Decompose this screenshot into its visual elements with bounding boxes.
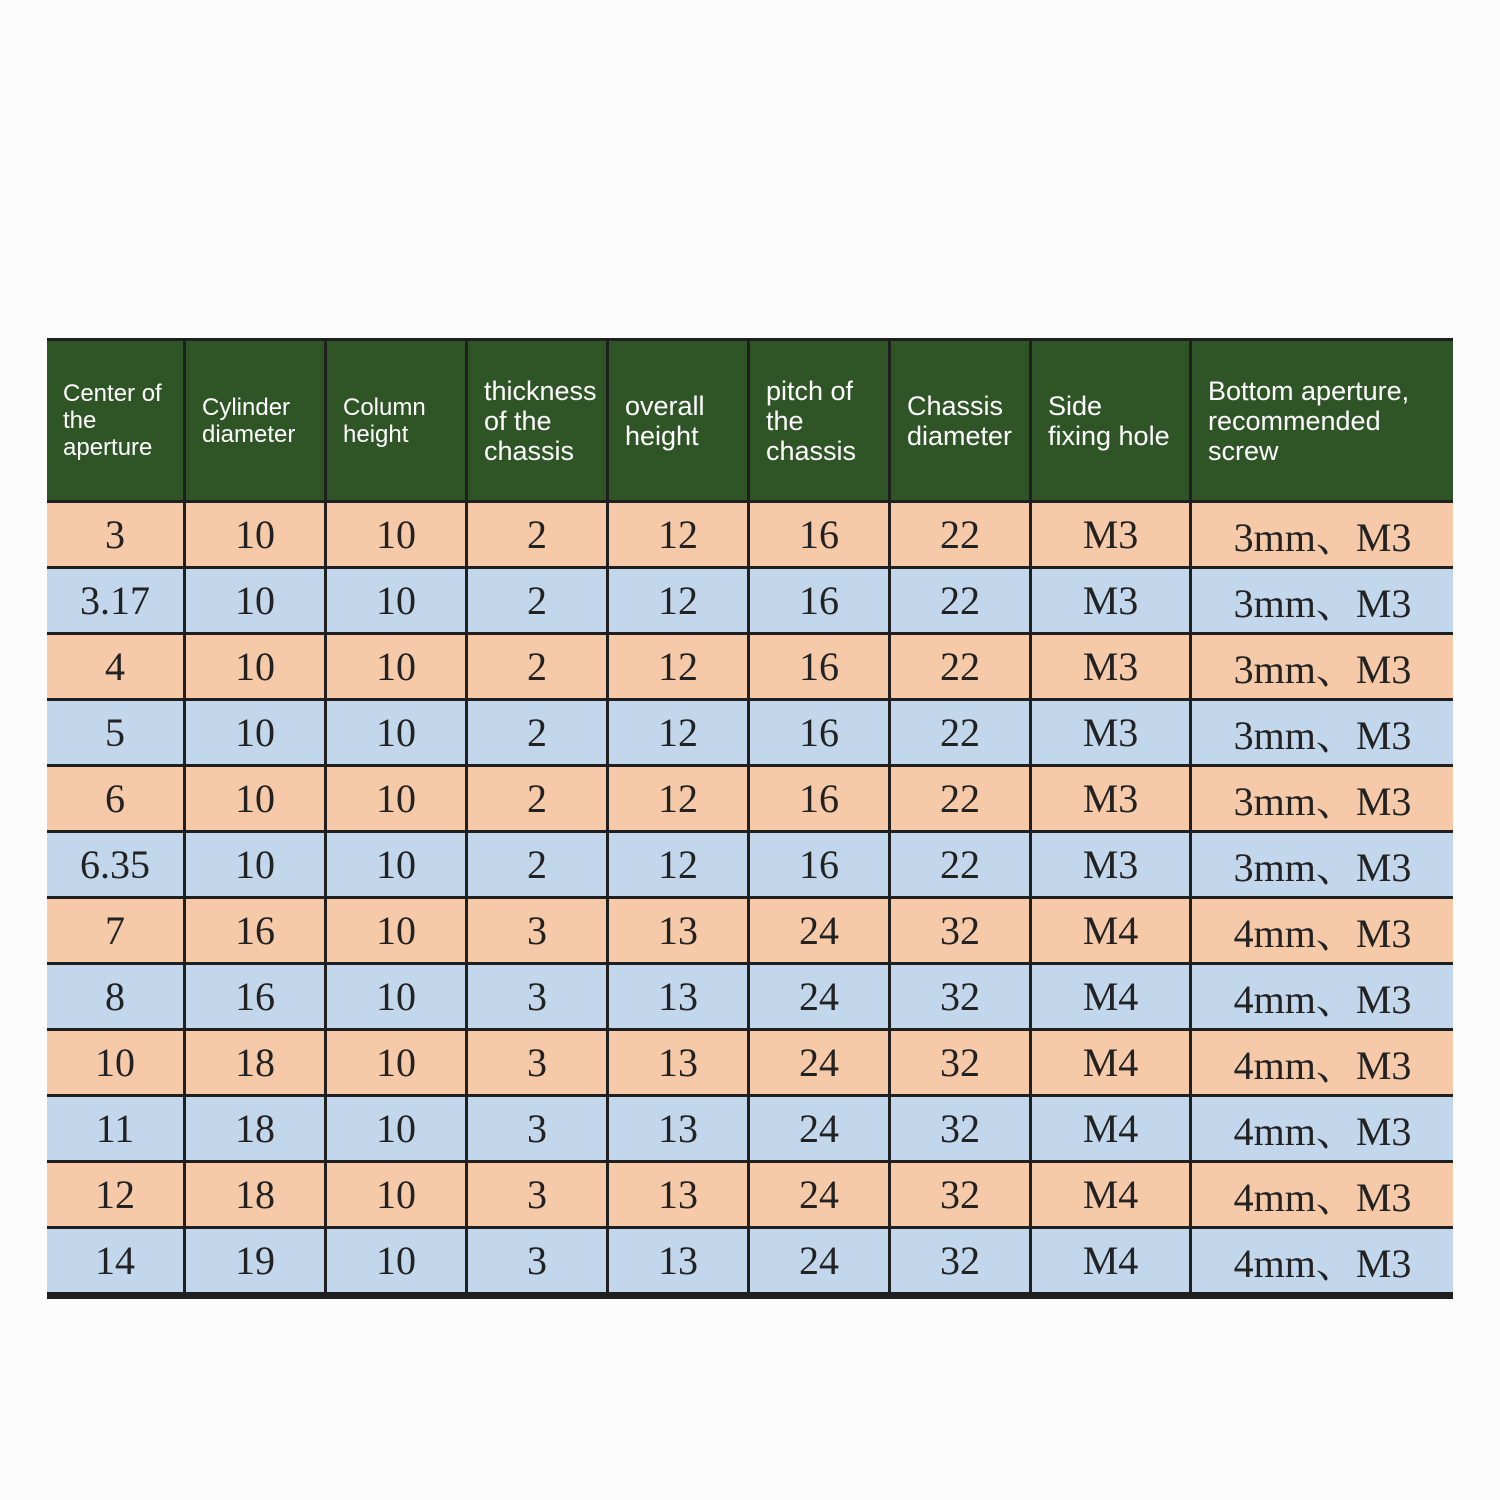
table-cell: 18: [186, 1097, 327, 1163]
table-cell: 6: [47, 767, 186, 833]
table-cell: 4mm、M3: [1192, 1163, 1453, 1229]
table-cell: 4: [47, 635, 186, 701]
table-cell: 32: [891, 1229, 1032, 1295]
table-cell: 13: [609, 899, 750, 965]
table-cell: M4: [1032, 1163, 1192, 1229]
table-cell: 32: [891, 1163, 1032, 1229]
table-row: [47, 1031, 1453, 1097]
table-cell: M4: [1032, 965, 1192, 1031]
table-cell: 32: [891, 899, 1032, 965]
table-cell: 6.35: [47, 833, 186, 899]
table-cell: 13: [609, 1229, 750, 1295]
table-cell: 2: [468, 635, 609, 701]
table-row: [47, 1163, 1453, 1229]
table-cell: 22: [891, 701, 1032, 767]
table-cell: 22: [891, 767, 1032, 833]
table-cell: 12: [47, 1163, 186, 1229]
table-cell: 3: [468, 965, 609, 1031]
table-cell: 3: [47, 503, 186, 569]
table-cell: 13: [609, 965, 750, 1031]
table-cell: 16: [750, 635, 891, 701]
table-cell: 10: [327, 899, 468, 965]
table-cell: 7: [47, 899, 186, 965]
table-row: [47, 1229, 1453, 1295]
table-row: [47, 569, 1453, 635]
table-cell: 10: [327, 503, 468, 569]
table-cell: M4: [1032, 1031, 1192, 1097]
table-cell: M3: [1032, 767, 1192, 833]
table-cell: 10: [186, 701, 327, 767]
table-cell: 3: [468, 1163, 609, 1229]
header-chassis-thickness: thickness of the chassis: [468, 338, 609, 503]
table-cell: 19: [186, 1229, 327, 1295]
table-cell: 2: [468, 503, 609, 569]
table-cell: 10: [327, 1229, 468, 1295]
table-cell: 3: [468, 899, 609, 965]
table-cell: 2: [468, 569, 609, 635]
table-cell: M3: [1032, 833, 1192, 899]
table-cell: 2: [468, 833, 609, 899]
table-cell: M3: [1032, 569, 1192, 635]
table-cell: 32: [891, 1031, 1032, 1097]
table-cell: 10: [327, 833, 468, 899]
table-body: [47, 503, 1453, 1295]
table-cell: M3: [1032, 701, 1192, 767]
table-cell: 12: [609, 767, 750, 833]
table-cell: 3mm、M3: [1192, 569, 1453, 635]
table-row: [47, 503, 1453, 569]
table-cell: M3: [1032, 503, 1192, 569]
table-cell: 16: [750, 767, 891, 833]
table-cell: 3mm、M3: [1192, 503, 1453, 569]
table-cell: 16: [186, 899, 327, 965]
table-cell: 18: [186, 1031, 327, 1097]
header-chassis-pitch: pitch of the chassis: [750, 338, 891, 503]
table-cell: 16: [750, 503, 891, 569]
table-cell: 10: [186, 767, 327, 833]
table-row: [47, 701, 1453, 767]
table-cell: 16: [186, 965, 327, 1031]
table-cell: 10: [186, 569, 327, 635]
table-cell: M4: [1032, 1229, 1192, 1295]
table-cell: 22: [891, 833, 1032, 899]
table-row: [47, 899, 1453, 965]
table-cell: 10: [327, 965, 468, 1031]
table-cell: 10: [186, 635, 327, 701]
table-cell: 3mm、M3: [1192, 701, 1453, 767]
table-cell: 10: [327, 1163, 468, 1229]
table-cell: 12: [609, 833, 750, 899]
table-cell: 24: [750, 1031, 891, 1097]
table-cell: 18: [186, 1163, 327, 1229]
table-cell: 3mm、M3: [1192, 767, 1453, 833]
table-cell: 13: [609, 1031, 750, 1097]
header-center-of-aperture: Center of the aperture: [47, 338, 186, 503]
table-cell: 24: [750, 1229, 891, 1295]
table-cell: 32: [891, 1097, 1032, 1163]
table-cell: 2: [468, 701, 609, 767]
table-cell: 11: [47, 1097, 186, 1163]
table-row: [47, 833, 1453, 899]
table-cell: 13: [609, 1163, 750, 1229]
table-cell: 5: [47, 701, 186, 767]
table-header: [47, 338, 1453, 503]
table-cell: 22: [891, 503, 1032, 569]
table-cell: 10: [186, 503, 327, 569]
header-side-fixing-hole: Side fixing hole: [1032, 338, 1192, 503]
header-chassis-diameter: Chassis diameter: [891, 338, 1032, 503]
table-cell: 3.17: [47, 569, 186, 635]
table-cell: 12: [609, 503, 750, 569]
table-cell: 3: [468, 1229, 609, 1295]
table-cell: 8: [47, 965, 186, 1031]
table-cell: M3: [1032, 635, 1192, 701]
table-cell: 3: [468, 1031, 609, 1097]
table-cell: 10: [47, 1031, 186, 1097]
header-cylinder-diameter: Cylinder diameter: [186, 338, 327, 503]
table-cell: 12: [609, 569, 750, 635]
table-cell: 4mm、M3: [1192, 1229, 1453, 1295]
header-bottom-aperture-screw: Bottom aperture, recommended screw: [1192, 338, 1453, 503]
table-cell: 3mm、M3: [1192, 833, 1453, 899]
table-cell: 10: [327, 701, 468, 767]
table-cell: 12: [609, 701, 750, 767]
table-cell: 32: [891, 965, 1032, 1031]
table-cell: 3mm、M3: [1192, 635, 1453, 701]
table-cell: 24: [750, 965, 891, 1031]
table-cell: 4mm、M3: [1192, 1031, 1453, 1097]
table-cell: 2: [468, 767, 609, 833]
table-cell: 4mm、M3: [1192, 965, 1453, 1031]
table-row: [47, 965, 1453, 1031]
table-cell: 4mm、M3: [1192, 1097, 1453, 1163]
header-row: [47, 338, 1453, 503]
spec-table: [47, 338, 1453, 1295]
table-cell: 10: [327, 569, 468, 635]
table-cell: 12: [609, 635, 750, 701]
spec-table-container: [47, 338, 1453, 1299]
table-cell: 22: [891, 569, 1032, 635]
table-cell: 13: [609, 1097, 750, 1163]
table-cell: 14: [47, 1229, 186, 1295]
table-cell: 10: [327, 1031, 468, 1097]
table-cell: 16: [750, 569, 891, 635]
table-cell: 3: [468, 1097, 609, 1163]
table-cell: 16: [750, 833, 891, 899]
table-cell: 24: [750, 1097, 891, 1163]
table-cell: 10: [327, 635, 468, 701]
table-row: [47, 635, 1453, 701]
table-cell: 16: [750, 701, 891, 767]
table-row: [47, 767, 1453, 833]
table-cell: M4: [1032, 899, 1192, 965]
table-cell: 10: [327, 1097, 468, 1163]
table-cell: M4: [1032, 1097, 1192, 1163]
table-cell: 24: [750, 899, 891, 965]
header-column-height: Column height: [327, 338, 468, 503]
table-cell: 24: [750, 1163, 891, 1229]
table-cell: 4mm、M3: [1192, 899, 1453, 965]
table-cell: 10: [186, 833, 327, 899]
table-row: [47, 1097, 1453, 1163]
header-overall-height: overall height: [609, 338, 750, 503]
table-cell: 10: [327, 767, 468, 833]
table-cell: 22: [891, 635, 1032, 701]
